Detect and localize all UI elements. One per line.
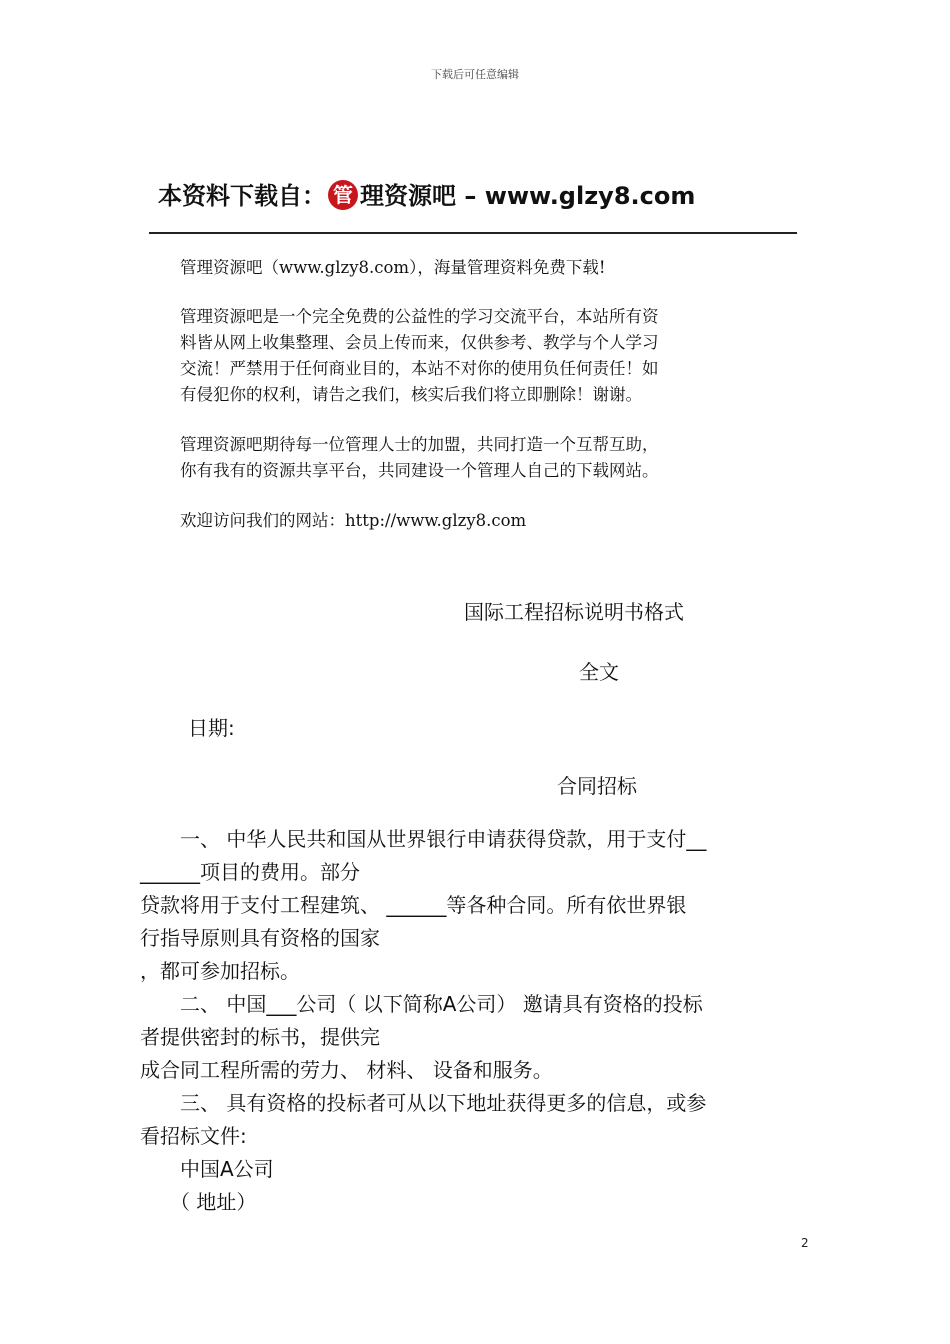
body-line: 看招标文件: bbox=[140, 1124, 247, 1148]
site-logo-icon: 管 bbox=[328, 180, 358, 210]
page-number: 2 bbox=[801, 1236, 809, 1250]
ad-text-line: 你有我有的资源共享平台，共同建设一个管理人自己的下载网站。 bbox=[180, 461, 659, 480]
ad-paragraph-3 bbox=[180, 432, 780, 484]
body-line: 二、 中国___公司（ 以下简称A公司） 邀请具有资格的投标 bbox=[140, 992, 703, 1016]
ad-text-line: 管理资源吧期待每一位管理人士的加盟，共同打造一个互帮互助， bbox=[180, 435, 659, 454]
date-label: 日期: bbox=[188, 716, 235, 740]
body-line: 贷款将用于支付工程建筑、 ______等各种合同。所有依世界银 bbox=[140, 893, 687, 917]
ad-paragraph-2 bbox=[180, 304, 780, 408]
body-line: ，都可参加招标。 bbox=[140, 959, 300, 983]
banner-site-name: 理资源吧 bbox=[360, 182, 456, 210]
body-line: 中国A公司 bbox=[140, 1157, 274, 1181]
ad-welcome: 欢迎访问我们的网站：http://www.glzy8.com bbox=[180, 511, 527, 530]
banner-prefix: 本资料下载自： bbox=[158, 182, 326, 210]
document-subtitle: 全文 bbox=[579, 660, 619, 684]
ad-text-line: 料皆从网上收集整理、会员上传而来，仅供参考、教学与个人学习 bbox=[180, 333, 659, 352]
body-line: 者提供密封的标书，提供完 bbox=[140, 1025, 380, 1049]
body-line: （ 地址） bbox=[140, 1190, 257, 1214]
section-title: 合同招标 bbox=[557, 774, 637, 798]
banner-suffix: – www.glzy8.com bbox=[456, 182, 696, 210]
body-line: 成合同工程所需的劳力、 材料、 设备和服务。 bbox=[140, 1058, 553, 1082]
ad-text-line: 有侵犯你的权利，请告之我们，核实后我们将立即删除！谢谢。 bbox=[180, 385, 642, 404]
ad-line-1: 管理资源吧（www.glzy8.com），海量管理资料免费下载! bbox=[180, 258, 606, 277]
download-source-banner bbox=[158, 176, 798, 216]
ad-text-line: 管理资源吧是一个完全免费的公益性的学习交流平台，本站所有资 bbox=[180, 307, 659, 326]
body-line: 三、 具有资格的投标者可从以下地址获得更多的信息，或参 bbox=[140, 1091, 707, 1115]
ad-text-line: 交流！严禁用于任何商业目的，本站不对你的使用负任何责任！如 bbox=[180, 359, 659, 378]
body-line: 一、 中华人民共和国从世界银行申请获得贷款，用于支付__ bbox=[140, 827, 707, 851]
header-note: 下载后可任意编辑 bbox=[431, 68, 519, 81]
document-title: 国际工程招标说明书格式 bbox=[464, 600, 684, 624]
document-body bbox=[140, 823, 812, 1219]
banner-divider bbox=[149, 232, 797, 234]
body-line: ______项目的费用。部分 bbox=[140, 860, 360, 884]
body-line: 行指导原则具有资格的国家 bbox=[140, 926, 380, 950]
